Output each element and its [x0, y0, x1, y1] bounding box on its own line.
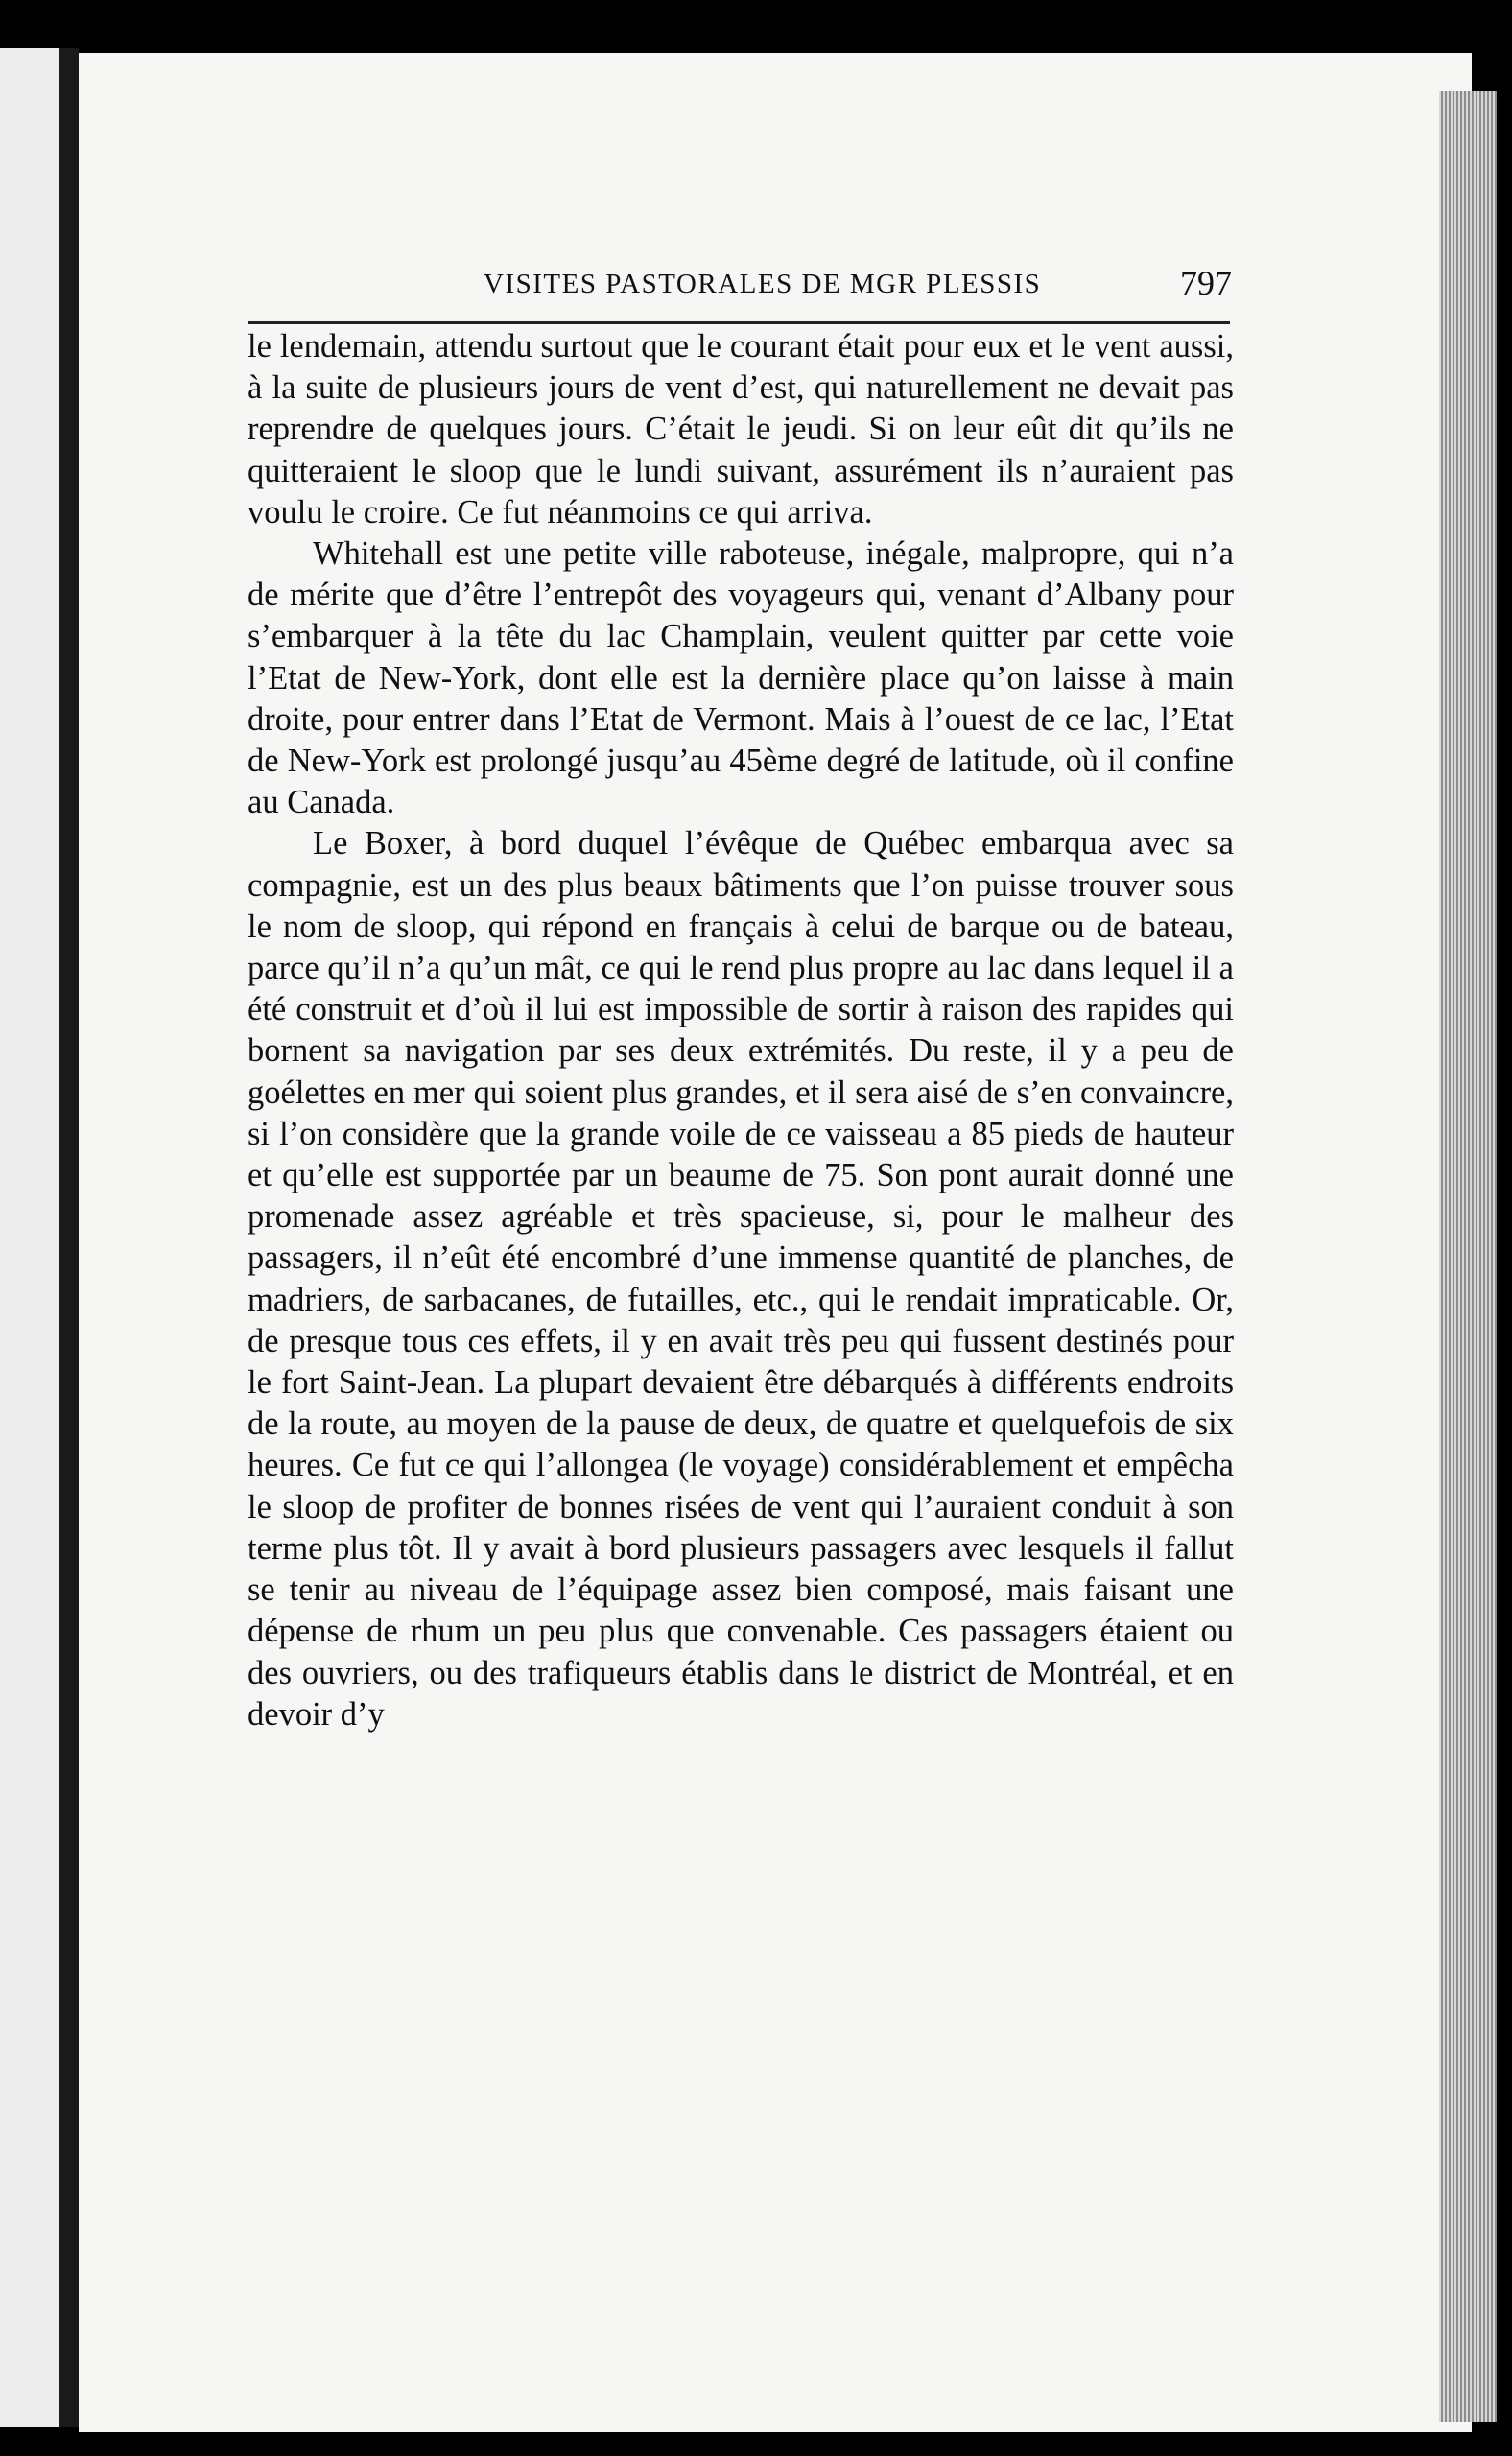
binding-shadow	[59, 48, 79, 2427]
paragraph: Le Boxer, à bord duquel l’évêque de Québec embarqua avec sa compagnie, est un des plus beaux bâtiments que l’on puisse trouver sous le nom de sloop, qui répond en français à celui de barque ou de bateau, parce qu’il n’a qu’un mât, ce qui le rend plus propre au lac dans lequel il a été construit et d’où il lui est impossible de sortir à raison des rapides qui bornent sa navigation par ses deux extrémités. Du reste, il y a peu de goélettes en mer qui soient plus grandes, et il sera aisé de s’en convaincre, si l’on considère que la grande voile de ce vaisseau a 85 pieds de hauteur et qu’elle est supportée par un beaume de 75. Son pont aurait donné une promenade assez agréable et très spacieuse, si, pour le malheur des passagers, il n’eût été encombré d’une immense quantité de planches, de madriers, de sarbacanes, de futailles, etc., qui le rendait impraticable. Or, de presque tous ces effets, il y en avait très peu qui fussent destinés pour le fort Saint-Jean. La plupart devaient être débarqués à différents endroits de la route, au moyen de la pause de deux, de quatre et quelquefois de six heures. Ce fut ce qui l’allongea (le voyage) considérablement et empêcha le sloop de profiter de bonnes risées de vent qui l’auraient conduit à son terme plus tôt. Il y avait à bord plusieurs passagers avec lesquels il fallut se tenir au niveau de l’équipage assez bien composé, mais faisant une dépense de rhum un peu plus que convenable. Ces passagers étaient ou des ouvriers, ou des trafiqueurs établis dans le district de Montréal, et en devoir d’y	[248, 825, 1234, 1733]
header-rule	[248, 321, 1230, 324]
left-page-edge	[0, 48, 59, 2427]
running-title: VISITES PASTORALES DE MGR PLESSIS	[484, 269, 1042, 299]
page-header	[484, 257, 1232, 315]
paragraph: le lendemain, attendu surtout que le courant était pour eux et le vent aussi, à la suite de plusieurs jours de vent d’est, qui naturellement ne devait pas reprendre de quelques jours. C’était le jeudi. Si on leur eût dit qu’ils ne quitteraient le sloop que le lundi suivant, assurément ils n’auraient pas voulu le croire. Ce fut néanmoins ce qui arriva.	[248, 328, 1234, 531]
page-edge-stack	[1439, 91, 1497, 2422]
body-text	[248, 326, 1234, 1736]
paragraph: Whitehall est une petite ville raboteuse, inégale, malpropre, qui n’a de mérite que d’être l’entrepôt des voyageurs qui, venant d’Albany pour s’embarquer à la tête du lac Champlain, veulent quitter par cette voie l’Etat de New-York, dont elle est la dernière place qu’on laisse à main droite, pour entrer dans l’Etat de Vermont. Mais à l’ouest de ce lac, l’Etat de New-York est prolongé jusqu’au 45ème degré de latitude, où il confine au Canada.	[248, 535, 1234, 821]
page-number: 797	[1180, 264, 1232, 302]
